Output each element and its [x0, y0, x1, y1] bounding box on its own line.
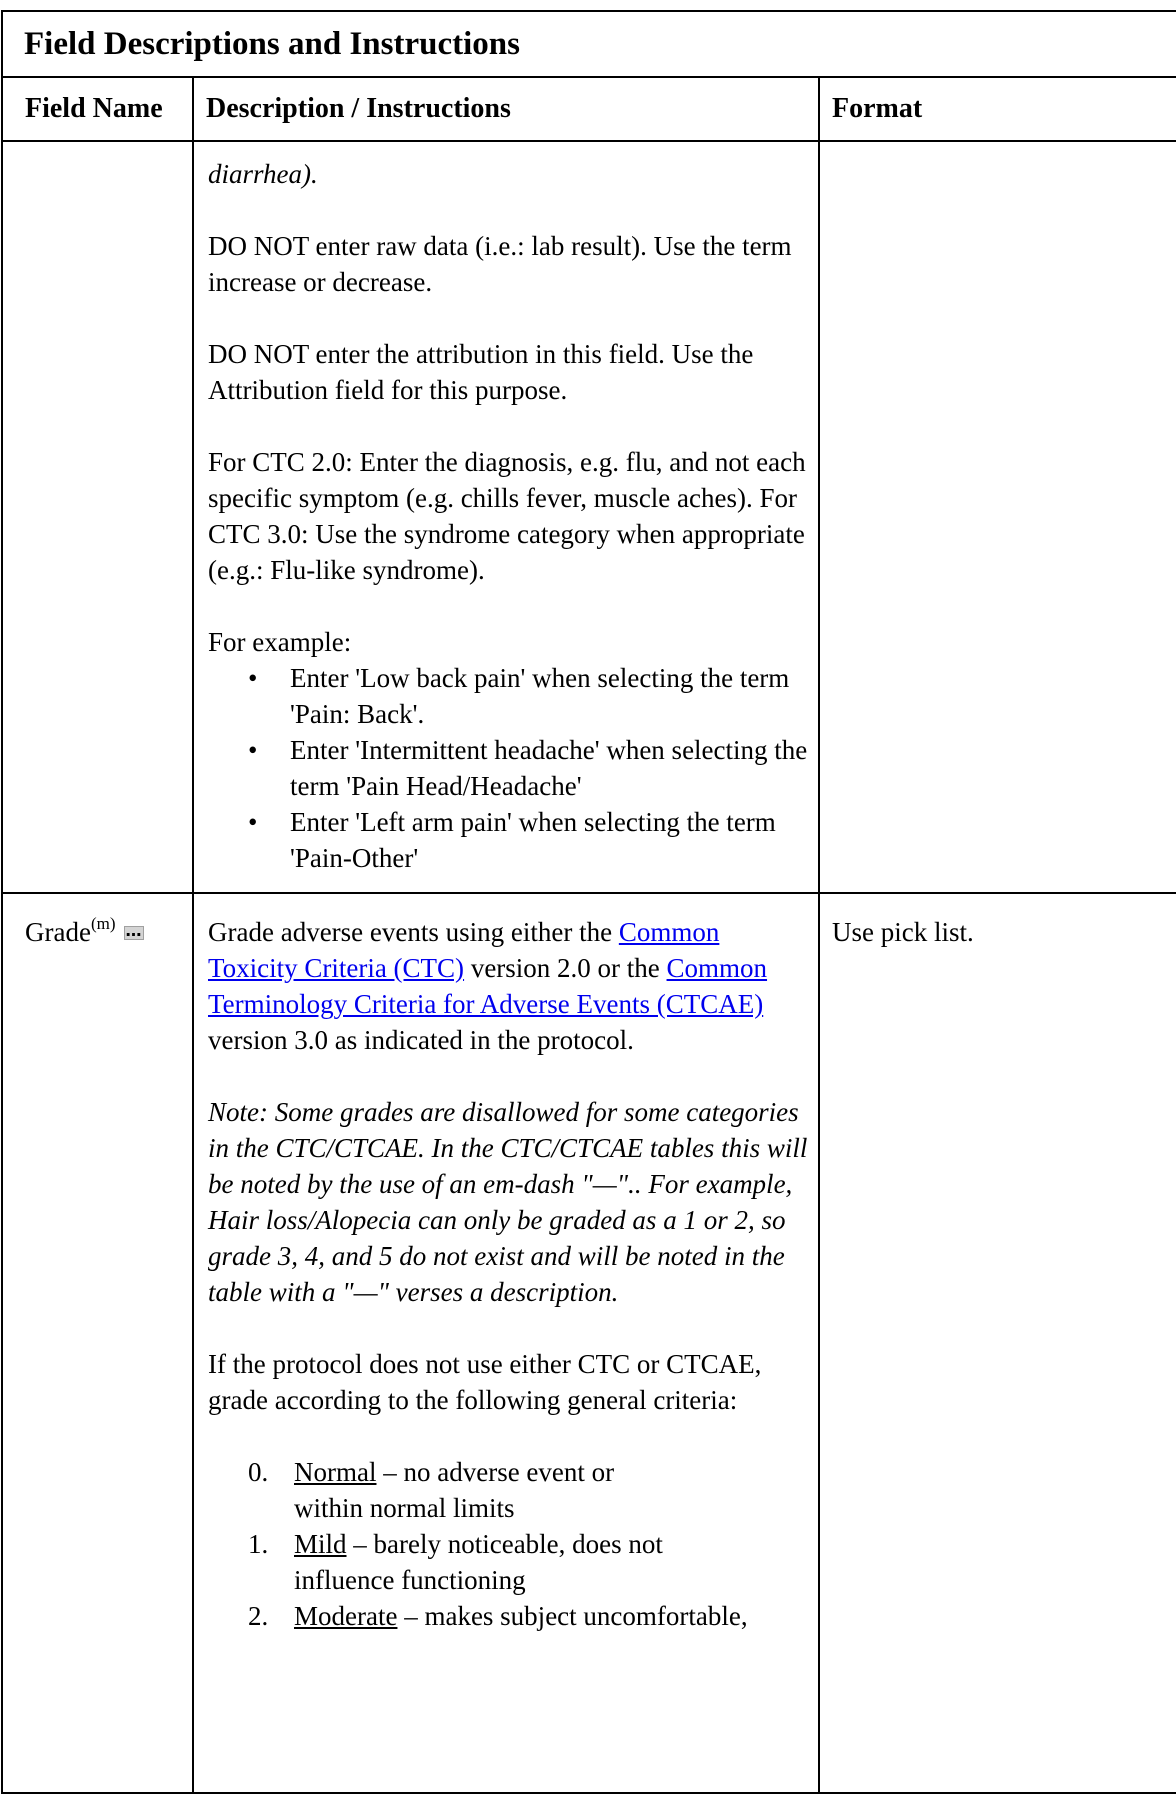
ctc-link[interactable]: Common Toxicity Criteria (CTC)	[208, 917, 720, 983]
mandatory-marker: (m)	[90, 914, 116, 933]
grade-note: Note: Some grades are disallowed for some categories in the CTC/CTCAE. In the CTC/CTCAE tables this will be noted by the use of an em-dash "—".. For example, Hair loss/Alopecia can only be graded as a 1 or 2, so grade 3, 4, and 5 do not exist and will be noted in the table with a "—" verses a description.	[208, 1097, 808, 1307]
list-item: 1. Mild – barely noticeable, does not influence functioning	[248, 1529, 663, 1595]
table-title: Field Descriptions and Instructions	[24, 26, 520, 62]
attribution-instruction: DO NOT enter the attribution in this field. Use the Attribution field for this purpose.	[208, 339, 754, 405]
header-row	[2, 77, 1176, 141]
list-item: 0. Normal – no adverse event or within normal limits	[248, 1457, 615, 1523]
raw-data-instruction: DO NOT enter raw data (i.e.: lab result). Use the term increase or decrease.	[208, 231, 792, 297]
list-item: 2. Moderate – makes subject uncomfortable,	[248, 1601, 748, 1631]
header-field-name: Field Name	[25, 93, 163, 124]
list-item: • Enter 'Intermittent headache' when selecting the term 'Pain Head/Headache'	[290, 732, 808, 804]
ctcae-link[interactable]: Common Terminology Criteria for Adverse Events (CTCAE)	[208, 953, 768, 1019]
continuation-text: diarrhea).	[208, 159, 318, 189]
ctc-instruction: For CTC 2.0: Enter the diagnosis, e.g. flu, and not each specific symptom (e.g. chills fever, muscle aches). For CTC 3.0: Use the syndrome category when appropriate (e.g.: Flu-like syndrome).	[208, 447, 806, 585]
field-name-cell	[2, 141, 193, 893]
grade-list	[208, 1454, 808, 1634]
format-text: Use pick list.	[832, 917, 974, 947]
grade-intro: Grade adverse events using either the Common Toxicity Criteria (CTC) version 2.0 or the Common Terminology Criteria for Adverse Events (CTCAE) version 3.0 as indicated in the protocol.	[208, 917, 768, 1055]
table-row	[2, 141, 1176, 893]
description-cell	[193, 141, 819, 893]
table-title-cell	[2, 11, 1176, 77]
field-descriptions-table	[1, 10, 1176, 1794]
list-item: • Enter 'Low back pain' when selecting the term 'Pain: Back'.	[290, 660, 808, 732]
description-cell	[193, 893, 819, 1793]
table-row	[2, 893, 1176, 1793]
header-description-cell	[193, 77, 819, 141]
header-field-name-cell	[2, 77, 193, 141]
example-list	[208, 660, 808, 876]
header-format: Format	[832, 93, 923, 124]
ellipsis-button-icon[interactable]	[124, 926, 144, 940]
header-format-cell	[819, 77, 1176, 141]
general-criteria-intro: If the protocol does not use either CTC or CTCAE, grade according to the following general criteria:	[208, 1349, 762, 1415]
field-name-grade: Grade	[25, 917, 91, 947]
list-item: • Enter 'Left arm pain' when selecting the term 'Pain-Other'	[290, 804, 808, 876]
header-description: Description / Instructions	[206, 93, 511, 124]
example-intro: For example:	[208, 627, 352, 657]
format-cell	[819, 141, 1176, 893]
format-cell	[819, 893, 1176, 1793]
field-name-cell	[2, 893, 193, 1793]
